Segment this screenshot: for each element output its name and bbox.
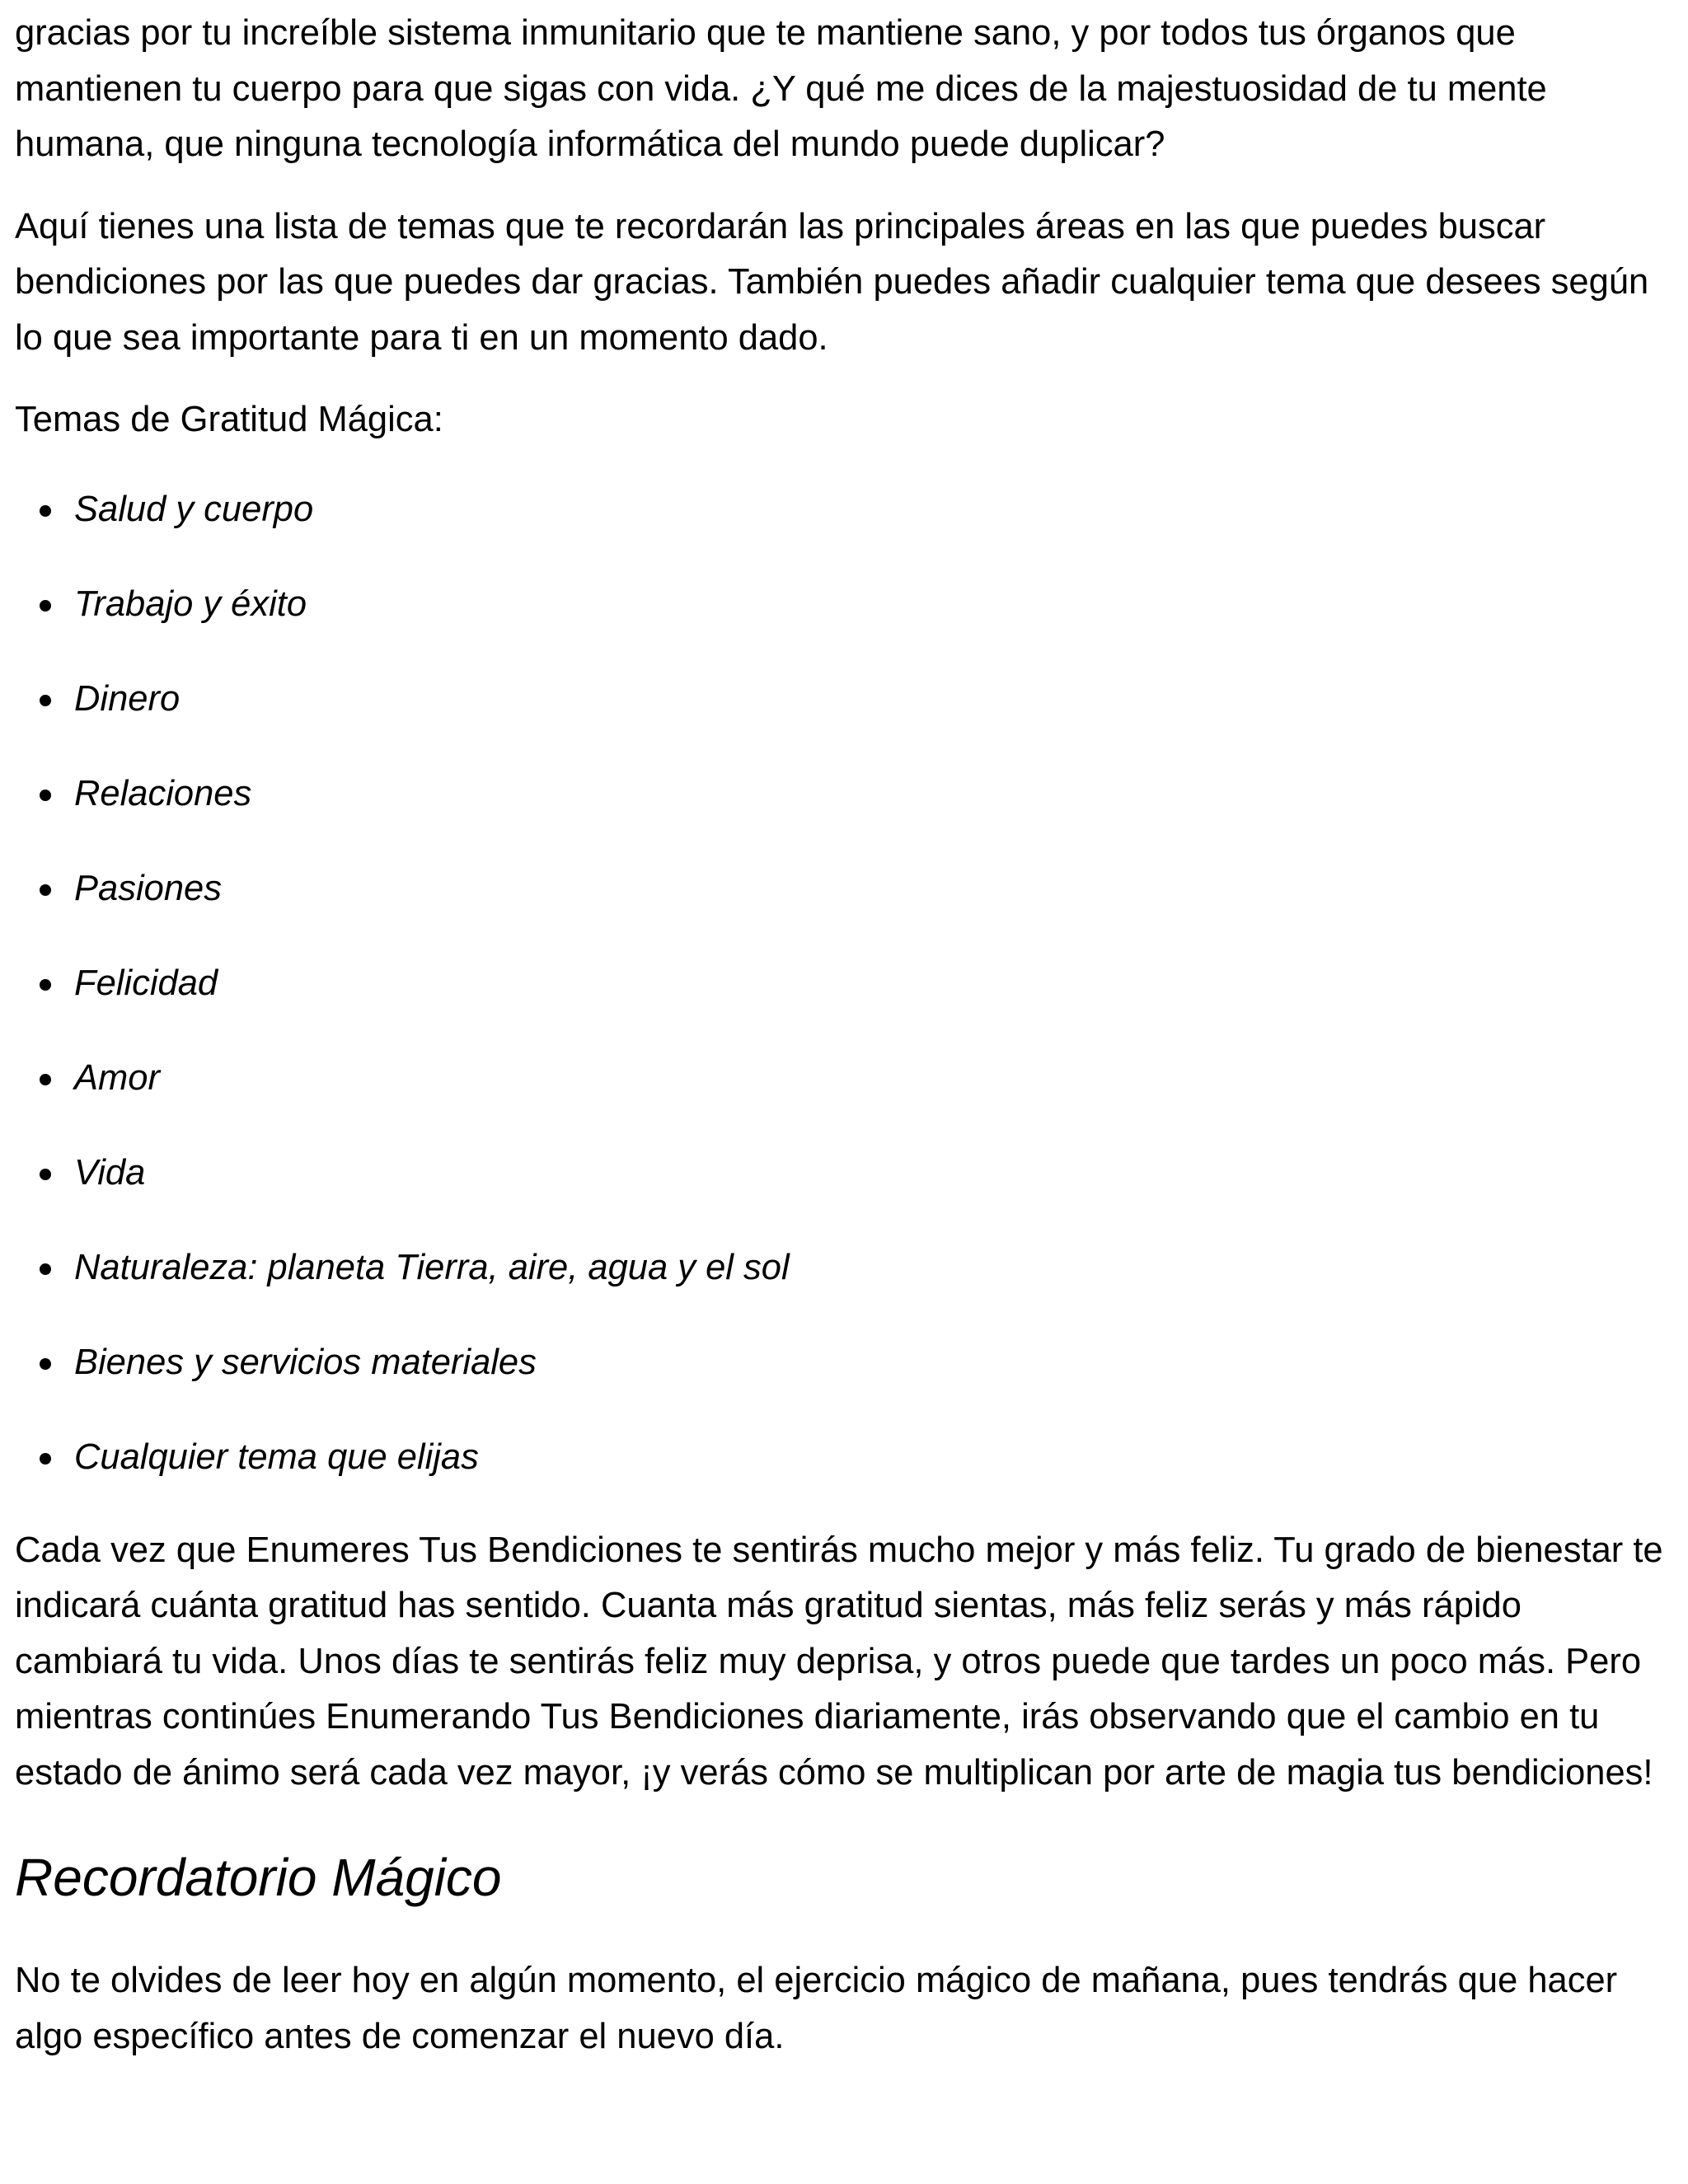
bullet-icon	[40, 884, 51, 896]
list-item-label: Bienes y servicios materiales	[74, 1342, 537, 1382]
list-item	[15, 482, 1688, 577]
topics-list	[15, 482, 1688, 1525]
list-item	[15, 766, 1688, 861]
bullet-icon	[40, 979, 51, 991]
bullet-icon	[40, 600, 51, 612]
list-item	[15, 672, 1688, 766]
list-item	[15, 956, 1688, 1051]
list-item	[15, 861, 1688, 956]
list-item-label: Trabajo y éxito	[74, 583, 307, 624]
bullet-icon	[40, 695, 51, 706]
list-item-label: Vida	[74, 1152, 146, 1193]
bullet-icon	[40, 1263, 51, 1275]
list-item	[15, 1146, 1688, 1240]
closing-paragraph: Cada vez que Enumeres Tus Bendiciones te sentirás mucho mejor y más feliz. Tu grado de bienestar te indicará cuánta gratitud has sentido. Cuanta más gratitud sientas, más feliz serás y más rápido cambiará tu vida. Unos días te sentirás feliz muy deprisa, y otros puede que tardes un poco más. Pero mientras continúes Enumerando Tus Bendiciones diariamente, irás observando que el cambio en tu estado de ánimo será cada vez mayor, ¡y verás cómo se multiplican por arte de magia tus bendiciones!	[15, 1530, 1663, 1793]
intro-paragraph: gracias por tu increíble sistema inmunitario que te mantiene sano, y por todos tus órganos que mantienen tu cuerpo para que sigas con vida. ¿Y qué me dices de la majestuosidad de tu mente humana, que ninguna tecnología informática del mundo puede duplicar?	[15, 13, 1547, 164]
list-item-label: Pasiones	[74, 868, 222, 908]
topics-label: Temas de Gratitud Mágica:	[15, 400, 443, 439]
list-item	[15, 1335, 1688, 1430]
list-item-label: Amor	[74, 1057, 160, 1098]
list-item	[15, 1240, 1688, 1335]
section-heading: Recordatorio Mágico	[15, 1848, 502, 1907]
bullet-icon	[40, 1074, 51, 1085]
list-item	[15, 577, 1688, 672]
topics-intro-paragraph: Aquí tienes una lista de temas que te recordarán las principales áreas en las que puedes buscar bendiciones por las que puedes dar gracias. También puedes añadir cualquier tema que desees según lo que sea importante para ti en un momento dado.	[15, 206, 1649, 358]
bullet-icon	[40, 505, 51, 517]
list-item-label: Naturaleza: planeta Tierra, aire, agua y el sol	[74, 1247, 790, 1287]
bullet-icon	[40, 1453, 51, 1465]
list-item	[15, 1051, 1688, 1146]
list-item-label: Relaciones	[74, 773, 252, 813]
bullet-icon	[40, 1169, 51, 1180]
list-item-label: Salud y cuerpo	[74, 489, 314, 529]
list-item-label: Cualquier tema que elijas	[74, 1436, 479, 1477]
bullet-icon	[40, 790, 51, 801]
list-item-label: Dinero	[74, 678, 181, 719]
list-item-label: Felicidad	[74, 963, 218, 1003]
reminder-paragraph: No te olvides de leer hoy en algún momento, el ejercicio mágico de mañana, pues tendrás que hacer algo específico antes de comenzar el nuevo día.	[15, 1961, 1618, 2056]
bullet-icon	[40, 1358, 51, 1370]
list-item	[15, 1430, 1688, 1525]
